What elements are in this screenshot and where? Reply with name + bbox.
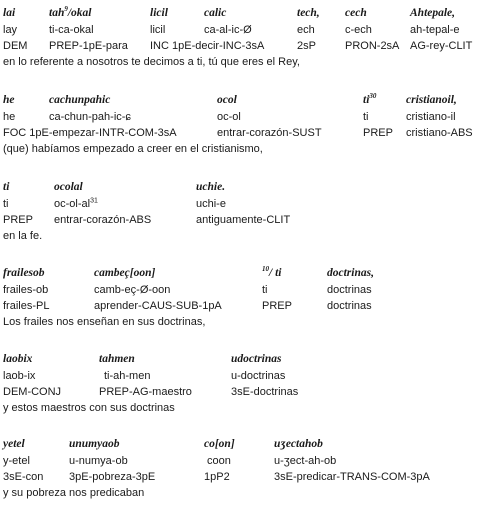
free-translation: y estos maestros con sus doctrinas [3,402,175,414]
gloss: PREP [363,127,393,139]
interlinear-block-3 [0,179,485,244]
gloss-line [0,212,485,228]
segment: ti [363,111,369,123]
segment: coon [207,455,231,467]
segment: he [3,111,16,123]
gloss: doctrinas [327,300,372,312]
gloss: antiguamente-CLIT [196,214,291,226]
original-word: tah$^9$/okal [49,5,92,19]
segmented-line [0,196,485,212]
interlinear-block-1 [0,5,485,70]
original-word: he [3,94,15,106]
segment: u-numya-ob [69,455,128,467]
segment: doctrinas [327,284,372,296]
free-translation: en la fe. [3,230,43,242]
segment: uchi-e [196,198,226,210]
gloss-line [0,38,485,54]
segment: laob-ix [3,370,36,382]
gloss: PREP-AG-maestro [99,386,192,398]
gloss: 3sE-predicar-TRANS-COM-3pA [274,471,430,483]
segmented-line [0,368,485,384]
footnote-marker: 30 [369,92,377,101]
gloss: DEM-CONJ [3,386,62,398]
original-word: lai [3,7,16,19]
original-word: unumyaob [69,438,120,450]
segment: $oc-ol-al^{31}$ [54,197,98,210]
original-word: uchie. [196,181,226,193]
segment: u-ʒect-ah-ob [274,455,337,467]
segment: licil [150,24,166,36]
segmented-line [0,282,485,298]
gloss: PREP [262,300,292,312]
original-line [0,351,485,368]
original-line [0,179,485,196]
free-translation: Los frailes nos enseñan en sus doctrinas, [3,316,206,328]
original-word: cachunpahic [49,94,111,106]
gloss: aprender-CAUS-SUB-1pA [94,300,222,312]
translation-line [0,228,485,244]
original-line [0,5,485,22]
original-line [0,265,485,282]
footnote-marker: 9 [64,5,68,14]
gloss: DEM [3,40,28,52]
segment: ti-ah-men [104,370,151,382]
gloss: 1pP2 [204,471,230,483]
original-word: udoctrinas [231,353,282,365]
free-translation: y su pobreza nos predicaban [3,487,145,499]
original-word: uʒectahob [274,438,323,450]
gloss: 2sP [297,40,316,52]
segment: ca-chun-pah-ic-ɕ [49,111,131,123]
original-word: ocolal [54,181,83,193]
gloss: cristiano-ABS [406,127,473,139]
gloss-line [0,298,485,314]
segment: ah-tepal-e [410,24,460,36]
segment: camb-eç-Ø-oon [94,284,171,296]
original-word: tahmen [99,353,135,365]
original-line [0,436,485,453]
original-word: licil [150,7,168,19]
translation-line [0,54,485,70]
free-translation: en lo referente a nosotros te decimos a ti, tú que eres el Rey, [3,56,300,68]
gloss: 3sE-con [3,471,44,483]
original-word: cristianoil, [406,94,457,106]
original-word: $ti^{30}$ [363,92,377,106]
gloss: frailes-PL [3,300,50,312]
interlinear-block-2 [0,92,485,157]
segment: ech [297,24,315,36]
segment: frailes-ob [3,284,49,296]
translation-line [0,314,485,330]
gloss-line [0,125,485,141]
original-word: ocol [217,94,237,106]
gloss: PREP-1pE-para [49,40,128,52]
original-word: cech [345,7,367,19]
original-word: Ahtepale, [410,7,456,19]
original-word: frailesob [3,267,45,279]
original-word: co[on] [204,438,235,450]
gloss: INC 1pE-decir-INC-3sA [150,40,265,52]
translation-line [0,141,485,157]
original-word: calic [204,7,227,19]
segment: lay [3,24,18,36]
original-word: laobix [3,353,33,365]
segment: u-doctrinas [231,370,286,382]
gloss: 3sE-doctrinas [231,386,299,398]
segment: y-etel [3,455,30,467]
translation-line [0,400,485,416]
gloss: 3pE-pobreza-3pE [69,471,156,483]
segment: ti-ca-okal [49,24,94,36]
gloss-line [0,384,485,400]
segment: ti [262,284,268,296]
gloss: entrar-corazón-ABS [54,214,152,226]
segment: c-ech [345,24,372,36]
original-word: yetel [3,438,25,450]
segment: cristiano-il [406,111,456,123]
segmented-line [0,22,485,38]
gloss: FOC 1pE-empezar-INTR-COM-3sA [3,127,177,139]
segmented-line [0,109,485,125]
original-word: ti [3,181,10,193]
segment: ca-al-ic-Ø [204,24,252,36]
gloss: entrar-corazón-SUST [217,127,322,139]
translation-line [0,485,485,501]
gloss: PRON-2sA [345,40,400,52]
segmented-line [0,453,485,469]
footnote-marker: 31 [90,197,98,205]
original-word: cambeç[oon] [94,267,156,279]
free-translation: (que) habíamos empezado a creer en el cristianismo, [3,143,263,155]
segment: ti [3,198,9,210]
gloss: PREP [3,214,33,226]
original-line [0,92,485,109]
interlinear-block-4 [0,265,485,330]
footnote-marker: 10 [262,265,269,274]
gloss: AG-rey-CLIT [410,40,473,52]
interlinear-block-6 [0,436,485,501]
interlinear-block-5 [0,351,485,416]
original-word: tech, [297,7,320,19]
segment: oc-ol [217,111,241,123]
original-word: doctrinas, [327,267,374,279]
original-word: $^{10}$/ ti [262,265,282,279]
gloss-line [0,469,485,485]
